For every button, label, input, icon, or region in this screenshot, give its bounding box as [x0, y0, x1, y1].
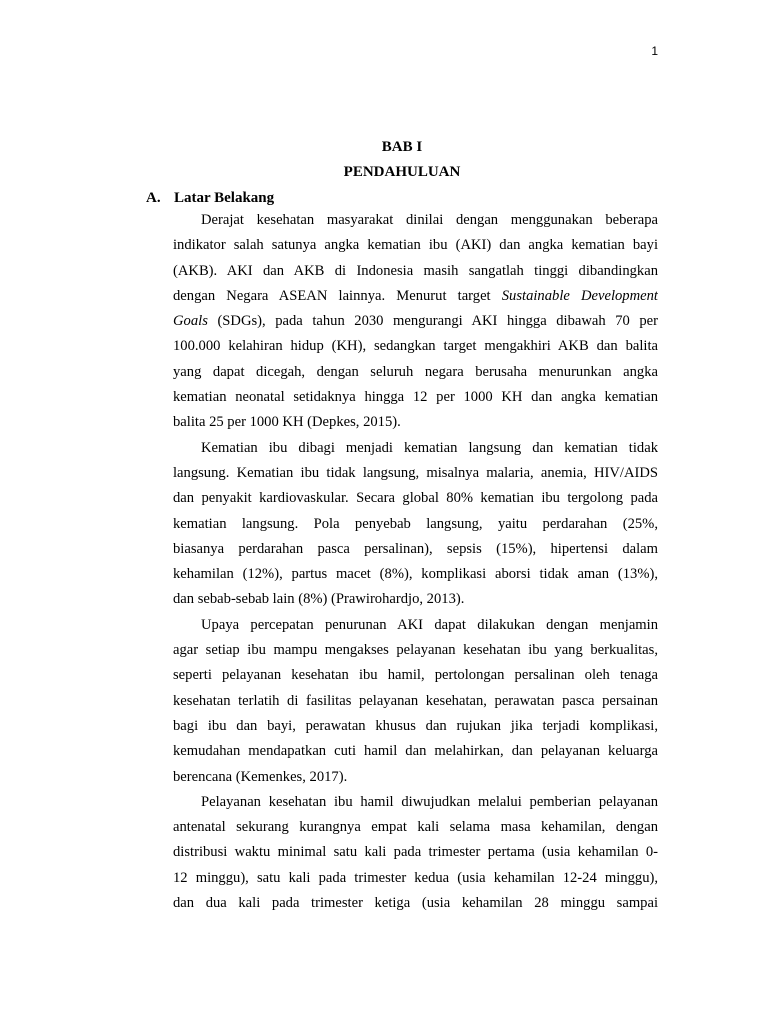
chapter-number: BAB I: [381, 139, 423, 155]
text-line: 12 minggu), satu kali pada trimester kedua (usia kehamilan 12-24 minggu),: [173, 869, 658, 886]
text-line: kemudahan mendapatkan cuti hamil dan melahirkan, dan pelayanan keluarga: [173, 743, 658, 760]
chapter-title: PENDAHULUAN: [343, 164, 461, 180]
text-line: bagi ibu dan bayi, perawatan khusus dan rujukan jika terjadi komplikasi,: [173, 717, 658, 734]
page-number: 1: [651, 44, 658, 58]
text-line: kesehatan terlatih di fasilitas pelayanan kesehatan, perawatan pasca persainan: [173, 692, 658, 709]
text-line: dan dua kali pada trimester ketiga (usia kehamilan 28 minggu sampai: [173, 895, 658, 912]
italic-term: Goals: [173, 313, 208, 330]
paragraph: [173, 208, 658, 436]
italic-term: Sustainable Development: [501, 287, 658, 304]
paragraph: [173, 790, 658, 916]
text-line: distribusi waktu minimal satu kali pada trimester pertama (usia kehamilan 0-: [173, 844, 658, 861]
text-line: kematian langsung. Pola penyebab langsung, yaitu perdarahan (25%,: [173, 515, 658, 532]
text-line: langsung. Kematian ibu tidak langsung, misalnya malaria, anemia, HIV/AIDS: [173, 464, 658, 481]
text-line: biasanya perdarahan pasca persalinan), sepsis (15%), hipertensi dalam: [173, 540, 658, 557]
text-line: Pelayanan kesehatan ibu hamil diwujudkan melalui pemberian pelayanan: [201, 793, 658, 810]
text-line: balita 25 per 1000 KH (Depkes, 2015).: [173, 414, 401, 431]
section-title: Latar Belakang: [174, 190, 275, 206]
text-line: seperti pelayanan kesehatan ibu hamil, pertolongan persalinan oleh tenaga: [173, 667, 658, 684]
section-heading: [146, 189, 274, 207]
text-line: Kematian ibu dibagi menjadi kematian langsung dan kematian tidak: [201, 439, 658, 456]
text-line: [173, 284, 658, 309]
text-line: Derajat kesehatan masyarakat dinilai dengan menggunakan beberapa: [201, 212, 658, 228]
text-line: (AKB). AKI dan AKB di Indonesia masih sangatlah tinggi dibandingkan: [173, 262, 658, 279]
text-line: dan sebab-sebab lain (8%) (Prawirohardjo, 2013).: [173, 591, 465, 608]
body-text: [173, 208, 658, 916]
text-line: antenatal sekurang kurangnya empat kali selama masa kehamilan, dengan: [173, 819, 658, 836]
text-line: Upaya percepatan penurunan AKI dapat dilakukan dengan menjamin: [201, 616, 658, 633]
text-line: [173, 309, 658, 334]
text-line: indikator salah satunya angka kematian ibu (AKI) dan angka kematian bayi: [173, 237, 658, 254]
text-line: 100.000 kelahiran hidup (KH), sedangkan target mengakhiri AKB dan balita: [173, 338, 658, 355]
text-line: kehamilan (12%), partus macet (8%), komplikasi aborsi tidak aman (13%),: [173, 566, 658, 583]
text-segment: (SDGs), pada tahun 2030 mengurangi AKI hingga dibawah 70 per: [217, 313, 658, 330]
section-letter: A.: [146, 190, 161, 206]
paragraph: [173, 613, 658, 790]
text-segment: dengan Negara ASEAN lainnya. Menurut target: [173, 287, 491, 304]
text-line: berencana (Kemenkes, 2017).: [173, 768, 348, 785]
text-line: kematian neonatal setidaknya hingga 12 per 1000 KH dan angka kematian: [173, 389, 658, 406]
paragraph: [173, 436, 658, 613]
text-line: agar setiap ibu mampu mengakses pelayanan kesehatan ibu yang berkualitas,: [173, 642, 658, 659]
text-line: dan penyakit kardiovaskular. Secara global 80% kematian ibu tergolong pada: [173, 490, 658, 507]
text-line: yang dapat dicegah, dengan seluruh negara berusaha menurunkan angka: [173, 363, 658, 380]
